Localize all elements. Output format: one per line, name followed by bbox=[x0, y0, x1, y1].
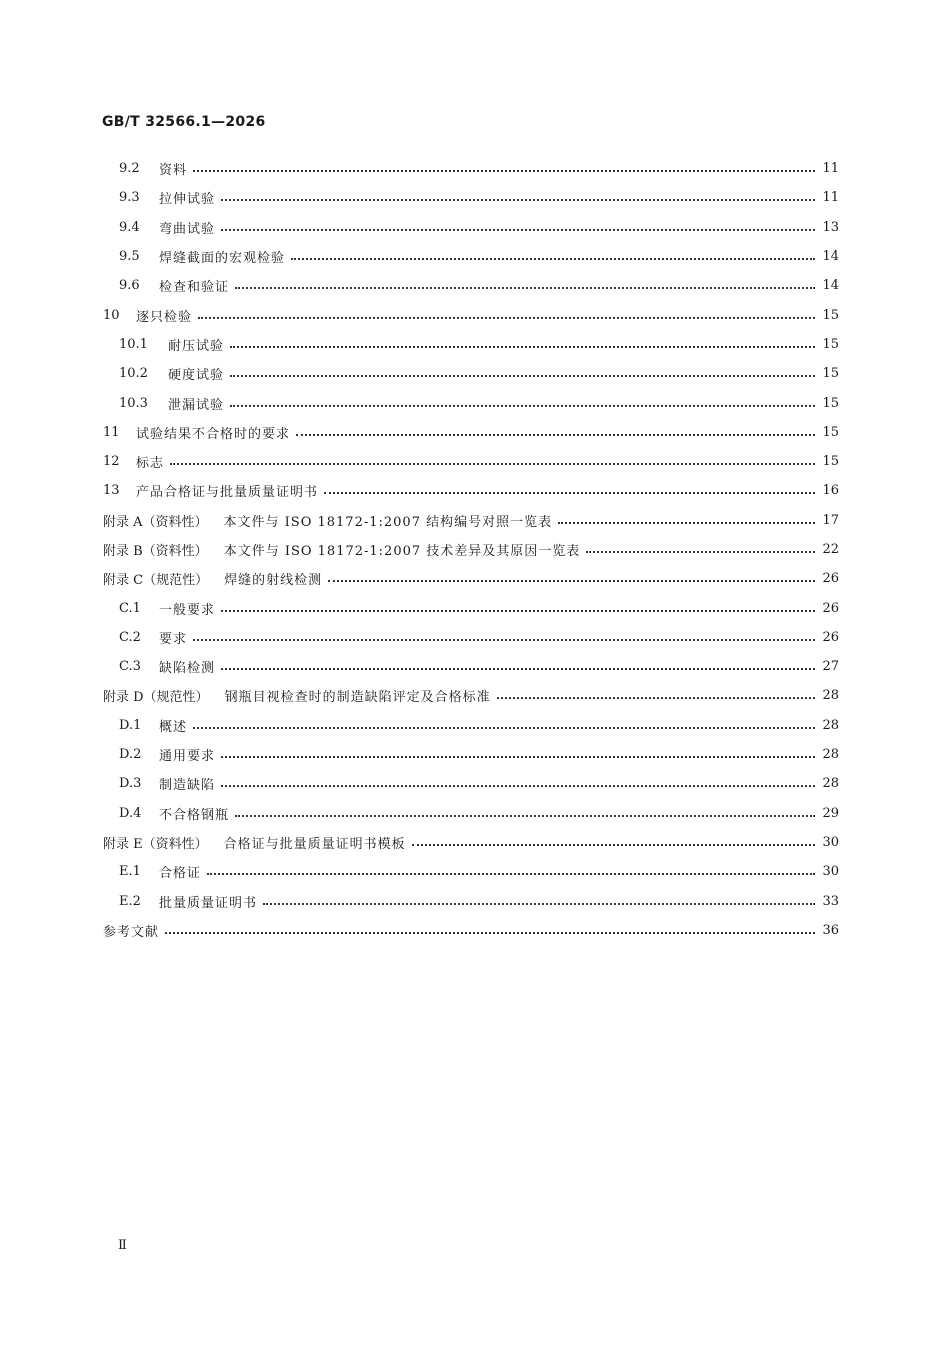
toc-entry-number: 10.2 bbox=[119, 366, 148, 382]
toc-entry-title: 合格证 bbox=[159, 866, 202, 882]
toc-entry-d-4[interactable] bbox=[103, 799, 839, 828]
dot-leader bbox=[221, 198, 815, 201]
toc-entry-c-3[interactable] bbox=[103, 652, 839, 681]
toc-entry-number: D.4 bbox=[119, 805, 142, 821]
toc-entry-title: 标志 bbox=[136, 456, 165, 472]
toc-entry-number: 9.3 bbox=[119, 190, 140, 206]
toc-entry-11[interactable] bbox=[103, 418, 839, 447]
toc-entry-13[interactable] bbox=[103, 476, 839, 505]
toc-entry-number: E.1 bbox=[119, 864, 141, 880]
toc-entry-title: 不合格钢瓶 bbox=[159, 807, 230, 823]
toc-entry-page: 28 bbox=[822, 688, 839, 704]
toc-entry-page: 13 bbox=[822, 219, 839, 235]
toc-entry-number: D.1 bbox=[119, 717, 142, 733]
toc-entry-number: C.1 bbox=[119, 600, 141, 616]
toc-entry-title: 拉伸试验 bbox=[159, 192, 216, 208]
toc-entry-page: 14 bbox=[822, 278, 839, 294]
toc-entry-10-3[interactable] bbox=[103, 388, 839, 417]
dot-leader bbox=[230, 345, 815, 348]
toc-entry-10-2[interactable] bbox=[103, 359, 839, 388]
toc-entry-number: D.2 bbox=[119, 747, 142, 763]
toc-entry-number: 附录 D（规范性） bbox=[103, 690, 209, 706]
toc-entry-page: 27 bbox=[822, 659, 839, 675]
toc-entry-title: 资料 bbox=[159, 163, 188, 179]
toc-entry-title: 制造缺陷 bbox=[159, 778, 216, 794]
dot-leader bbox=[170, 462, 815, 465]
dot-leader bbox=[165, 931, 815, 934]
dot-leader bbox=[324, 491, 815, 494]
toc-entry-page: 26 bbox=[822, 600, 839, 616]
toc-entry-title: 弯曲试验 bbox=[159, 221, 216, 237]
toc-entry-9-5[interactable] bbox=[103, 242, 839, 271]
toc-entry-page: 16 bbox=[822, 483, 839, 499]
toc-entry-number: 附录 A（资料性） bbox=[103, 514, 208, 530]
toc-entry-c-2[interactable] bbox=[103, 623, 839, 652]
dot-leader bbox=[221, 755, 815, 758]
dot-leader bbox=[291, 257, 815, 260]
dot-leader bbox=[497, 696, 815, 699]
toc-entry-number: 11 bbox=[103, 424, 120, 440]
toc-entry-number: 附录 E（资料性） bbox=[103, 836, 208, 852]
toc-entry-title: 要求 bbox=[159, 631, 188, 647]
toc-entry-page: 28 bbox=[822, 747, 839, 763]
standard-code: GB/T 32566.1—2026 bbox=[102, 114, 266, 130]
dot-leader bbox=[221, 228, 815, 231]
toc-entry-number: 附录 C（规范性） bbox=[103, 573, 209, 589]
dot-leader bbox=[412, 843, 815, 846]
toc-entry-page: 14 bbox=[822, 249, 839, 265]
dot-leader bbox=[296, 433, 815, 436]
dot-leader bbox=[328, 579, 815, 582]
toc-entry-page: 28 bbox=[822, 776, 839, 792]
toc-entry-number: 9.6 bbox=[119, 278, 140, 294]
toc-entry-title: 试验结果不合格时的要求 bbox=[136, 426, 291, 442]
dot-leader bbox=[586, 550, 815, 553]
toc-entry-page: 33 bbox=[822, 893, 839, 909]
toc-entry-title: 焊缝的射线检测 bbox=[224, 573, 323, 589]
toc-entry-number: 9.2 bbox=[119, 161, 140, 177]
toc-entry-page: 15 bbox=[822, 424, 839, 440]
toc-entry-title: 产品合格证与批量质量证明书 bbox=[136, 485, 319, 501]
toc-entry-9-6[interactable] bbox=[103, 271, 839, 300]
toc-entry-page: 36 bbox=[822, 922, 839, 938]
dot-leader bbox=[235, 286, 815, 289]
toc-entry-page: 29 bbox=[822, 805, 839, 821]
toc-entry-page: 26 bbox=[822, 629, 839, 645]
dot-leader bbox=[230, 404, 815, 407]
toc-entry-10-1[interactable] bbox=[103, 330, 839, 359]
toc-entry-page: 15 bbox=[822, 336, 839, 352]
toc-entry-number: 13 bbox=[103, 483, 120, 499]
toc-entry-appendix-e[interactable] bbox=[103, 828, 839, 857]
page-number: Ⅱ bbox=[118, 1238, 127, 1253]
toc-entry-number: 10 bbox=[103, 307, 120, 323]
toc-entry-appendix-b[interactable] bbox=[103, 535, 839, 564]
toc-entry-page: 11 bbox=[822, 190, 839, 206]
toc-entry-page: 15 bbox=[822, 395, 839, 411]
toc-entry-title: 硬度试验 bbox=[168, 368, 225, 384]
toc-entry-e-1[interactable] bbox=[103, 857, 839, 886]
dot-leader bbox=[193, 726, 815, 729]
toc-entry-page: 30 bbox=[822, 864, 839, 880]
dot-leader bbox=[221, 609, 815, 612]
toc-entry-title: 本文件与 ISO 18172-1:2007 结构编号对照一览表 bbox=[223, 514, 553, 530]
toc-entry-c-1[interactable] bbox=[103, 593, 839, 622]
toc-entry-e-2[interactable] bbox=[103, 886, 839, 915]
dot-leader bbox=[263, 902, 815, 905]
dot-leader bbox=[558, 521, 815, 524]
toc-entry-title: 钢瓶目视检查时的制造缺陷评定及合格标准 bbox=[224, 690, 491, 706]
table-of-contents bbox=[103, 154, 839, 945]
toc-entry-number: C.2 bbox=[119, 629, 141, 645]
dot-leader bbox=[198, 316, 815, 319]
toc-entry-number: D.3 bbox=[119, 776, 142, 792]
toc-entry-title: 通用要求 bbox=[159, 749, 216, 765]
toc-entry-bibliography[interactable] bbox=[103, 916, 839, 945]
toc-entry-page: 15 bbox=[822, 366, 839, 382]
toc-entry-number: 10.3 bbox=[119, 395, 148, 411]
toc-entry-title: 泄漏试验 bbox=[168, 397, 225, 413]
toc-entry-page: 30 bbox=[822, 834, 839, 850]
toc-entry-appendix-c[interactable] bbox=[103, 564, 839, 593]
dot-leader bbox=[193, 169, 815, 172]
toc-entry-page: 15 bbox=[822, 307, 839, 323]
dot-leader bbox=[221, 784, 815, 787]
toc-entry-title: 焊缝截面的宏观检验 bbox=[159, 251, 286, 267]
toc-entry-d-2[interactable] bbox=[103, 740, 839, 769]
toc-entry-number: 9.4 bbox=[119, 219, 140, 235]
dot-leader bbox=[221, 667, 815, 670]
toc-entry-page: 15 bbox=[822, 454, 839, 470]
dot-leader bbox=[193, 638, 815, 641]
toc-entry-number: 附录 B（资料性） bbox=[103, 544, 208, 559]
toc-entry-d-1[interactable] bbox=[103, 711, 839, 740]
toc-entry-title: 缺陷检测 bbox=[159, 661, 216, 677]
toc-entry-9-2[interactable] bbox=[103, 154, 839, 183]
toc-entry-title: 本文件与 ISO 18172-1:2007 技术差异及其原因一览表 bbox=[223, 544, 581, 559]
toc-entry-title: 批量质量证明书 bbox=[159, 895, 258, 911]
toc-entry-page: 26 bbox=[822, 571, 839, 587]
toc-entry-title: 检查和验证 bbox=[159, 280, 230, 296]
toc-entry-title: 耐压试验 bbox=[168, 338, 225, 354]
dot-leader bbox=[207, 872, 815, 875]
toc-entry-number: 10.1 bbox=[119, 336, 148, 352]
dot-leader bbox=[235, 814, 815, 817]
toc-entry-title: 一般要求 bbox=[159, 602, 216, 618]
toc-entry-9-3[interactable] bbox=[103, 183, 839, 212]
toc-entry-d-3[interactable] bbox=[103, 769, 839, 798]
toc-entry-page: 28 bbox=[822, 717, 839, 733]
toc-entry-page: 11 bbox=[822, 161, 839, 177]
toc-entry-title: 概述 bbox=[159, 719, 188, 735]
toc-entry-number: 9.5 bbox=[119, 249, 140, 265]
toc-entry-title: 逐只检验 bbox=[136, 309, 193, 325]
toc-entry-appendix-a[interactable] bbox=[103, 506, 839, 535]
toc-entry-title: 合格证与批量质量证明书模板 bbox=[223, 836, 406, 852]
toc-entry-12[interactable] bbox=[103, 447, 839, 476]
toc-entry-9-4[interactable] bbox=[103, 213, 839, 242]
toc-entry-10[interactable] bbox=[103, 300, 839, 329]
toc-entry-page: 17 bbox=[822, 512, 839, 528]
dot-leader bbox=[230, 374, 815, 377]
toc-entry-page: 22 bbox=[822, 542, 839, 557]
toc-entry-appendix-d[interactable] bbox=[103, 681, 839, 710]
toc-entry-title: 参考文献 bbox=[103, 924, 160, 940]
toc-entry-number: 12 bbox=[103, 454, 120, 470]
toc-entry-number: E.2 bbox=[119, 893, 141, 909]
toc-entry-number: C.3 bbox=[119, 659, 141, 675]
